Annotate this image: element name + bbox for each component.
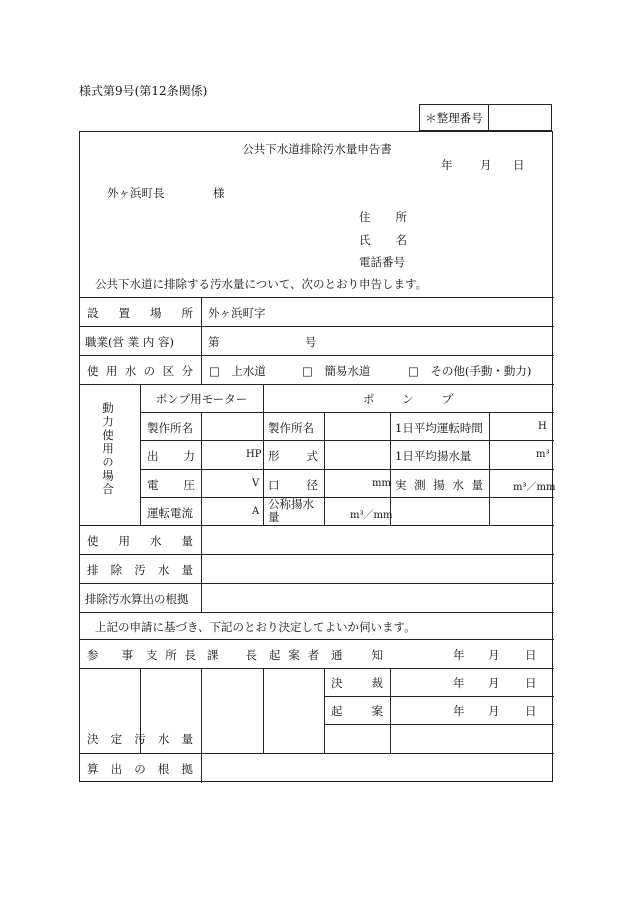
draft-label: 起 案 xyxy=(331,704,383,718)
output-unit: HP xyxy=(246,449,262,460)
notice-day: 日 xyxy=(525,648,537,662)
sanji-label: 参 事 xyxy=(87,648,133,662)
water-option-simple[interactable]: □ 簡易水道 xyxy=(302,364,371,378)
power-usage-label: 動力使用の場合 xyxy=(101,402,115,497)
nominal-lift-label: 公称揚水量 xyxy=(268,497,314,524)
output-label: 出 力 xyxy=(147,449,195,463)
occupation-label: 職業(営 業 内 容) xyxy=(85,335,174,349)
diameter-unit: mm xyxy=(372,478,391,489)
voltage-unit: V xyxy=(252,478,260,489)
daily-hours-label: 1日平均運転時間 xyxy=(395,421,483,435)
applicant-name-label: 氏 名 xyxy=(359,233,407,247)
measured-lift-unit: m³／mm xyxy=(513,482,556,493)
decision-label: 決 裁 xyxy=(331,676,383,690)
water-type-label: 使 用 水 の 区 分 xyxy=(87,364,193,378)
kiansha-label: 起 案 者 xyxy=(269,648,319,662)
addressee-name: 外ヶ浜町長 xyxy=(107,186,165,200)
water-used-label: 使 用 水 量 xyxy=(87,534,193,548)
motor-header: ポンプ用モーター xyxy=(155,392,248,406)
notice-label: 通 知 xyxy=(331,648,383,662)
notice-month: 月 xyxy=(488,648,500,662)
draft-month: 月 xyxy=(488,704,500,718)
motor-maker-label: 製作所名 xyxy=(147,421,193,435)
addressee-honorific: 様 xyxy=(213,186,225,200)
location-value: 外ヶ浜町字 xyxy=(208,306,266,320)
seiri-number-label: ＊整理番号 xyxy=(420,105,489,130)
notice-year: 年 xyxy=(453,648,465,662)
date-month: 月 xyxy=(480,158,492,172)
daily-hours-unit: H xyxy=(538,421,547,432)
applicant-address-label: 住 所 xyxy=(359,210,407,224)
model-label: 形 式 xyxy=(268,449,318,463)
seiri-number-box xyxy=(419,104,552,131)
diameter-label: 口 径 xyxy=(268,478,318,492)
occupation-suffix: 号 xyxy=(305,335,317,349)
applicant-phone-label: 電話番号 xyxy=(359,255,405,269)
occupation-prefix: 第 xyxy=(208,335,220,349)
current-label: 運転電流 xyxy=(147,506,193,520)
waste-water-label: 排 除 汚 水 量 xyxy=(87,563,193,577)
form-frame xyxy=(79,131,556,782)
declaration-text: 公共下水道に排除する汚水量について、次のとおり申告します。 xyxy=(95,277,428,291)
pump-header: ポ ン プ xyxy=(363,392,453,406)
daily-lift-unit: m³ xyxy=(536,449,550,460)
decision-year: 年 xyxy=(453,676,465,690)
decided-waste-label: 決 定 汚 水 量 xyxy=(87,732,193,746)
form-number: 様式第9号(第12条関係) xyxy=(79,84,208,98)
date-year: 年 xyxy=(441,158,453,172)
nominal-lift-unit: m³／mm xyxy=(350,510,393,521)
current-unit: A xyxy=(252,506,260,517)
kacho-label: 課 長 xyxy=(207,648,257,662)
measured-lift-label: 実 測 揚 水 量 xyxy=(395,478,483,492)
water-option-tap[interactable]: □ 上水道 xyxy=(209,364,266,378)
pump-maker-label: 製作所名 xyxy=(268,421,314,435)
calc-basis-label: 算 出 の 根 拠 xyxy=(87,762,193,776)
shisho-label: 支 所 長 xyxy=(146,648,196,662)
draft-year: 年 xyxy=(453,704,465,718)
decision-month: 月 xyxy=(488,676,500,690)
document-title: 公共下水道排除汚水量申告書 xyxy=(242,142,392,156)
water-option-other[interactable]: □ その他(手動・動力) xyxy=(408,364,532,378)
voltage-label: 電 圧 xyxy=(147,478,195,492)
location-label: 設 置 場 所 xyxy=(87,306,193,320)
date-day: 日 xyxy=(513,158,525,172)
approval-text: 上記の申請に基づき、下記のとおり決定してよいか伺います。 xyxy=(95,620,416,634)
waste-basis-label: 排除汚水算出の根拠 xyxy=(85,592,189,606)
draft-day: 日 xyxy=(525,704,537,718)
daily-lift-label: 1日平均揚水量 xyxy=(395,449,472,463)
decision-day: 日 xyxy=(525,676,537,690)
